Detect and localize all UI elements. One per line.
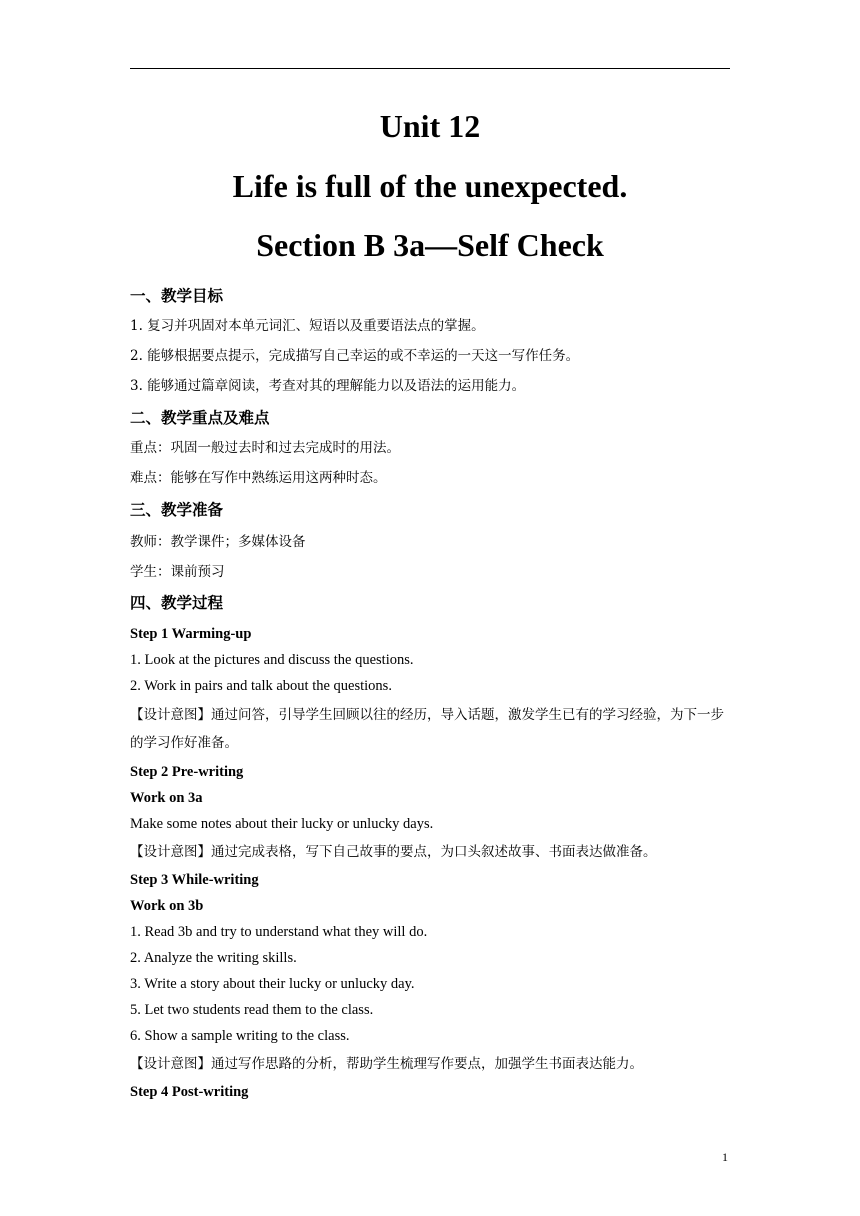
- heading-key-points: 二、教学重点及难点: [130, 409, 270, 427]
- step3-item: 6. Show a sample writing to the class.: [130, 1028, 350, 1044]
- objective-item: 1. 复习并巩固对本单元词汇、短语以及重要语法点的掌握。: [130, 318, 485, 334]
- step2-design-note: 【设计意图】通过完成表格，写下自己故事的要点，为口头叙述故事、书面表达做准备。: [130, 844, 657, 860]
- heading-preparation: 三、教学准备: [130, 501, 224, 519]
- step4-heading: Step 4 Post-writing: [130, 1084, 249, 1100]
- heading-process: 四、教学过程: [130, 594, 224, 612]
- preparation-student: 学生：课前预习: [130, 564, 225, 580]
- step3-subheading: Work on 3b: [130, 898, 204, 914]
- step2-subheading: Work on 3a: [130, 790, 203, 806]
- step3-item: 3. Write a story about their lucky or unlucky day.: [130, 976, 415, 992]
- title-unit: Unit 12: [379, 108, 481, 144]
- step1-heading: Step 1 Warming-up: [130, 626, 252, 642]
- step1-design-note: 【设计意图】通过问答，引导学生回顾以往的经历，导入话题，激发学生已有的学习经验，为下一步的学习作好准备。: [130, 707, 724, 751]
- step3-item: 2. Analyze the writing skills.: [130, 950, 297, 966]
- step3-item: 5. Let two students read them to the class.: [130, 1002, 374, 1018]
- title-topic: Life is full of the unexpected.: [232, 168, 628, 204]
- step2-heading: Step 2 Pre-writing: [130, 764, 244, 780]
- difficulty-item: 难点：能够在写作中熟练运用这两种时态。: [130, 470, 387, 486]
- step1-item: 1. Look at the pictures and discuss the questions.: [130, 652, 414, 668]
- header-rule: [130, 68, 730, 69]
- title-section: Section B 3a—Self Check: [256, 227, 604, 263]
- page-number: 1: [722, 1150, 728, 1164]
- step3-heading: Step 3 While-writing: [130, 872, 259, 888]
- step3-item: 1. Read 3b and try to understand what they will do.: [130, 924, 428, 940]
- heading-objectives: 一、教学目标: [130, 287, 224, 305]
- step3-design-note: 【设计意图】通过写作思路的分析，帮助学生梳理写作要点，加强学生书面表达能力。: [130, 1056, 643, 1072]
- objective-item: 2. 能够根据要点提示，完成描写自己幸运的或不幸运的一天这一写作任务。: [130, 348, 580, 364]
- step2-text: Make some notes about their lucky or unlucky days.: [130, 816, 434, 832]
- objective-item: 3. 能够通过篇章阅读，考查对其的理解能力以及语法的运用能力。: [130, 378, 526, 394]
- preparation-teacher: 教师：教学课件；多媒体设备: [130, 534, 306, 550]
- key-point-item: 重点：巩固一般过去时和过去完成时的用法。: [130, 440, 400, 456]
- step1-item: 2. Work in pairs and talk about the questions.: [130, 678, 392, 694]
